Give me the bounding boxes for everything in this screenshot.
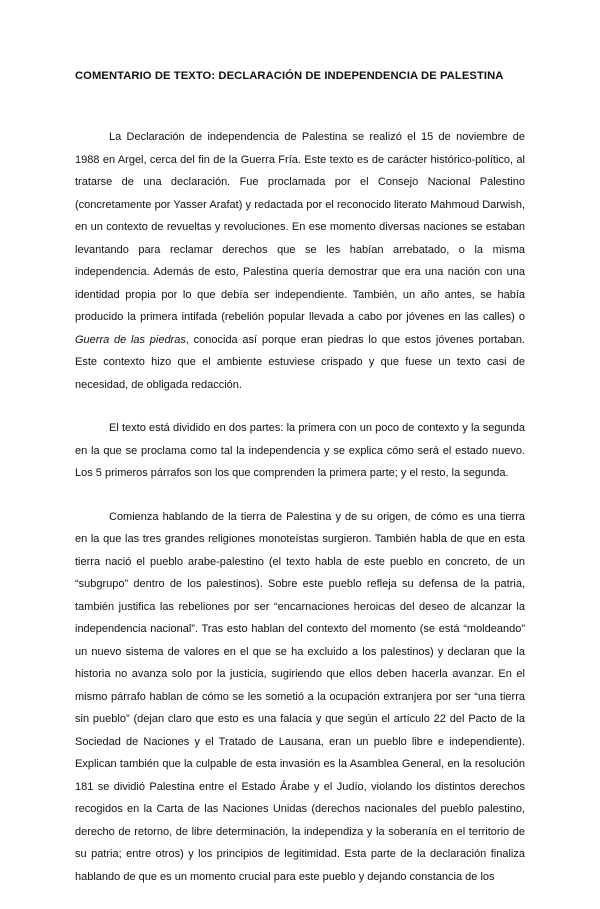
italic-term: Guerra de las piedras — [75, 333, 186, 346]
paragraph-context-text: La Declaración de independencia de Palestina se realizó el 15 de noviembre de 1988 en Argel, cerca del fin de la Guerra Fría. Este texto es de carácter histórico-político, al tratarse de una declaración. Fue proclamada por el Consejo Nacional Palestino (concretamente por Yasser Arafat) y redactada por el reconocido literato Mahmoud Darwish, en un contexto de revueltas y revoluciones. En ese momento diversas naciones se estaban levantando para reclamar derechos que se les habían arrebatado, o la misma independencia. Además de esto, Palestina quería demostrar que era una nación con una identidad propia por lo que debía ser independiente. También, un año antes, se había producido la primera intifada (rebelión popular llevada a cabo por jóvenes en las calles) o — [75, 131, 525, 323]
document-body — [75, 126, 525, 909]
paragraph-context-text-end: , conocida así porque eran piedras lo que estos jóvenes portaban. Este contexto hizo que el ambiente estuviese crispado y que fuese un texto casi de necesidad, de obligada redacción. — [75, 333, 525, 391]
paragraph-analysis: Comienza hablando de la tierra de Palestina y de su origen, de cómo es una tierra en la que las tres grandes religiones monoteístas surgieron. También habla de que en esta tierra nació el pueblo arabe-palestino (el texto habla de este pueblo en concreto, de un “subgrupo” dentro de los palestinos). Sobre este pueblo refleja su defensa de la patria, también justifica las rebeliones por ser “encarnaciones heroicas del deseo de alcanzar la independencia nacional”. Tras esto hablan del contexto del momento (se está “moldeando” un nuevo sistema de valores en el que se ha excluido a los palestinos) y declaran que la historia no avanza solo por la justicia, sugiriendo que ellos deben hacerla avanzar. En el mismo párrafo hablan de cómo se les sometió a la ocupación extranjera por ser “una tierra sin pueblo” (dejan claro que esto es una falacia y que según el artículo 22 del Pacto de la Sociedad de Naciones y el Tratado de Lausana, eran un pueblo libre e independiente). Explican también que la culpable de esta invasión es la Asamblea General, en la resolución 181 se dividió Palestina entre el Estado Árabe y el Judío, violando los distintos derechos recogidos en la Carta de las Naciones Unidas (derechos nacionales del pueblo palestino, derecho de retorno, de libre determinación, la independiza y la soberanía en el territorio de su patria; entre otros) y los principios de legitimidad. Esta parte de la declaración finaliza hablando de que es un momento crucial para este pueblo y dejando constancia de los — [75, 510, 525, 883]
paragraph-context — [75, 126, 525, 396]
document-title: COMENTARIO DE TEXTO: DECLARACIÓN DE INDEPENDENCIA DE PALESTINA — [75, 70, 504, 82]
paragraph-structure: El texto está dividido en dos partes: la primera con un poco de contexto y la segunda en la que se proclama como tal la independencia y se explica cómo será el estado nuevo. Los 5 primeros párrafos son los que comprenden la primera parte; y el resto, la segunda. — [75, 422, 525, 479]
